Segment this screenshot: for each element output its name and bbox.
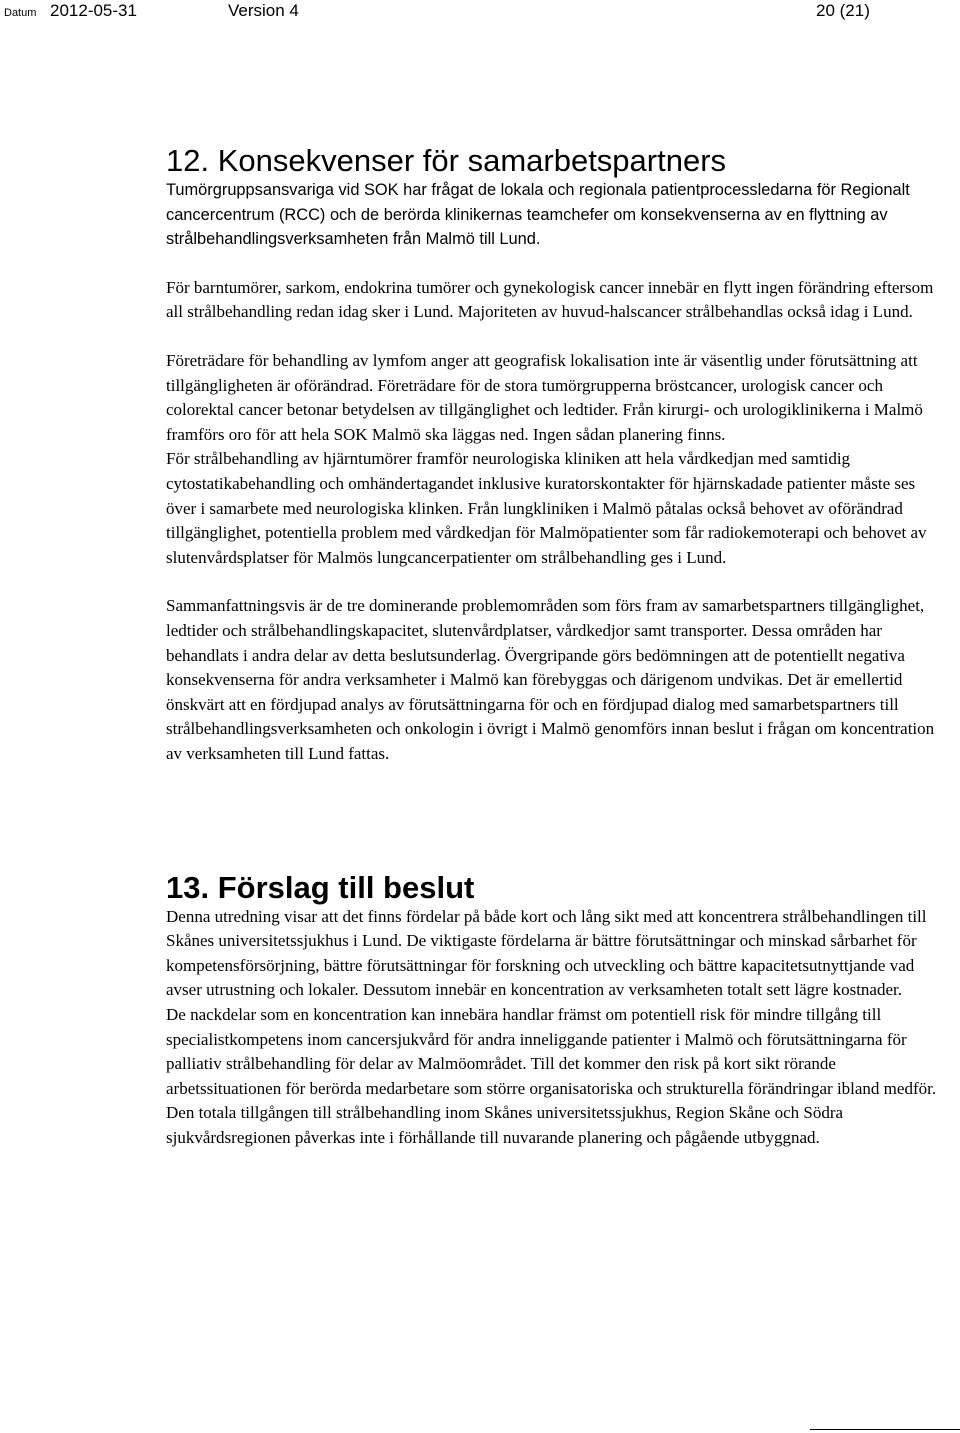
section-13-paragraph-1: Denna utredning visar att det finns fördelar på både kort och lång sikt med att koncentrera strålbehandlingen till Skånes universitetssjukhus i Lund. De viktigaste fördelarna är bättre förutsättningar och minskad sårbarhet för kompetensförsörjning, bättre förutsättningar för forskning och utveckling och bättre kapacitetsutnyttjande vad avser utrustning och lokaler. Dessutom innebär en koncentration av verksamheten totalt sett lägre kostnader. [166, 906, 927, 1000]
section-13-paragraph-2: De nackdelar som en koncentration kan innebära handlar främst om potentiell risk för mindre tillgång till specialistkompetens inom cancersjukvård för andra inneliggande patienter i Malmö och förutsättningarna för palliativ strålbehandling för delar av Malmöområdet. Till det kommer den risk på kort sikt rörande arbetssituationen för berörda medarbetare som större organisatoriska och strukturella förändringar ibland medför. Den totala tillgången till strålbehandling inom Skånes universitetssjukhus, Region Skåne och Södra sjukvårdsregionen påverkas inte i förhållande till nuvarande planering och pågående utbyggnad. [166, 1005, 937, 1147]
document-date: 2012-05-31 [50, 1, 137, 20]
section-12-paragraph-4: Sammanfattningsvis är de tre dominerande problemområden som förs fram av samarbetspartners tillgänglighet, ledtider och strålbehandlingskapacitet, slutenvårdplatser, vårdkedjor samt transporter. Dessa områden har behandlats i andra delar av detta beslutsunderlag. Övergripande görs bedömningen att de potentiellt negativa konsekvenserna för andra verksamheter i Malmö kan förebyggas och därigenom undvikas. Det är emellertid önskvärt att en fördjupad analys av förutsättningarna för och en fördjupad dialog med samarbetspartners till strålbehandlingsverksamheten och onkologin i övrigt i Malmö genomförs innan beslut i frågan om koncentration av verksamheten till Lund fattas. [166, 596, 935, 763]
section-12-paragraph-1: För barntumörer, sarkom, endokrina tumörer och gynekologisk cancer innebär en flytt ingen förändring eftersom all strålbehandling redan idag sker i Lund. Majoriteten av huvud-halscancer strålbehandlas också idag i Lund. [166, 277, 934, 322]
section-13-heading: 13. Förslag till beslut [166, 869, 475, 905]
section-12-number: 12. [166, 143, 210, 178]
section-12-paragraph-2: Företrädare för behandling av lymfom anger att geografisk lokalisation inte är väsentlig under förutsättning att tillgängligheten är oförändrad. Företrädare för de stora tumörgrupperna bröstcancer, urologisk cancer och colorektal cancer betonar betydelsen av tillgänglighet och ledtider. Från kirurgi- och urologiklinikerna i Malmö framförs oro för att hela SOK Malmö ska läggas ned. Ingen sådan planering finns. [166, 351, 923, 444]
date-label: Datum [4, 7, 37, 19]
section-12-paragraph-3: För strålbehandling av hjärntumörer framför neurologiska kliniken att hela vårdkedjan med samtidig cytostatikabehandling och omhändertagandet inklusive kuratorskontakter för hjärnskadade patienter måste ses över i samarbete med neurologiska klinken. Från lungkliniken i Malmö påtalas också behovet av oförändrad tillgänglighet, potentiella problem med vårdkedjan för Malmöpatienter som får radiokemoterapi och behovet av slutenvårdsplatser för Malmös lungcancerpatienter om strålbehandling ges i Lund. [166, 449, 927, 567]
section-12-heading [166, 144, 944, 178]
page-number: 20 (21) [816, 1, 870, 20]
page-header [0, 0, 960, 30]
document-body [166, 140, 944, 1151]
document-version: Version 4 [228, 1, 299, 20]
footer-rule [810, 1429, 960, 1430]
section-12-title: Konsekvenser för samarbetspartners [217, 143, 727, 178]
section-12-intro: Tumörgruppsansvariga vid SOK har frågat de lokala och regionala patientprocessledarna för Regionalt cancercentrum (RCC) och de berörda klinikernas teamchefer om konsekvenserna av en flyttning av strålbehandlingsverksamheten från Malmö till Lund. [166, 181, 910, 249]
